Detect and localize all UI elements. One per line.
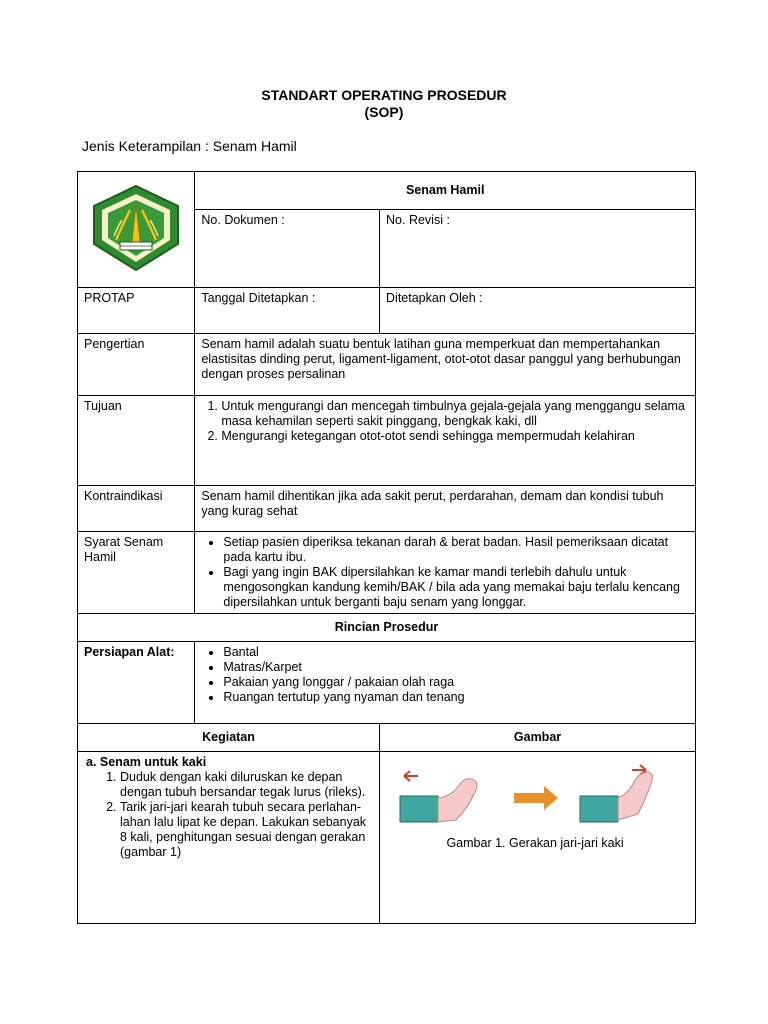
rincian-prosedur-heading: Rincian Prosedur bbox=[78, 614, 696, 642]
gambar-cell bbox=[380, 752, 696, 924]
list-item: • Bantal bbox=[223, 645, 689, 660]
syarat-label: Syarat Senam Hamil bbox=[78, 532, 195, 614]
list-item: • Bagi yang ingin BAK dipersilahkan ke kamar mandi terlebih dahulu untuk mengosongkan kandung kemih/BAK / bila ada yang memakai baju terlalu kencang dipersilahkan untuk berganti baju senam yang longgar. bbox=[223, 565, 689, 610]
kontraindikasi-text: Senam hamil dihentikan jika ada sakit perut, perdarahan, demam dan kondisi tubuh yang kurag sehat bbox=[195, 486, 696, 532]
persiapan-label: Persiapan Alat: bbox=[78, 642, 195, 724]
protap-label: PROTAP bbox=[78, 288, 195, 334]
senam-kaki-cell bbox=[78, 752, 380, 924]
tujuan-label: Tujuan bbox=[78, 396, 195, 486]
jenis-keterampilan: Jenis Keterampilan : Senam Hamil bbox=[82, 138, 297, 154]
list-item: 1. Untuk mengurangi dan mencegah timbulnya gejala-gejala yang menggangu selama masa kehamilan seperti sakit pinggang, bengkak kaki, dll bbox=[221, 399, 689, 429]
syarat-list bbox=[201, 535, 689, 610]
kontraindikasi-label: Kontraindikasi bbox=[78, 486, 195, 532]
gambar-header: Gambar bbox=[380, 724, 696, 752]
persiapan-list-cell bbox=[195, 642, 696, 724]
tujuan-list-cell bbox=[195, 396, 696, 486]
logo-cell bbox=[78, 172, 195, 288]
pengertian-label: Pengertian bbox=[78, 334, 195, 396]
pengertian-text: Senam hamil adalah suatu bentuk latihan guna memperkuat dan mempertahankan elastisitas dinding perut, ligament-ligament, otot-otot dasar panggul yang berhubungan dengan proses persalinan bbox=[195, 334, 696, 396]
no-dokumen: No. Dokumen : bbox=[195, 210, 380, 288]
list-item: • Setiap pasien diperiksa tekanan darah & berat badan. Hasil pemeriksaan dicatat pada kartu ibu. bbox=[223, 535, 689, 565]
kegiatan-header: Kegiatan bbox=[78, 724, 380, 752]
foot-exercise-illustration bbox=[380, 756, 690, 836]
syarat-list-cell bbox=[195, 532, 696, 614]
title-line-2: (SOP) bbox=[364, 104, 404, 120]
arrow-right-icon bbox=[514, 786, 558, 810]
tanggal-ditetapkan: Tanggal Ditetapkan : bbox=[195, 288, 380, 334]
header-name: Senam Hamil bbox=[195, 172, 696, 210]
no-revisi: No. Revisi : bbox=[380, 210, 696, 288]
list-item: • Matras/Karpet bbox=[223, 660, 689, 675]
sop-table bbox=[77, 171, 696, 924]
persiapan-list bbox=[201, 645, 689, 705]
list-item: • Pakaian yang longgar / pakaian olah raga bbox=[223, 675, 689, 690]
list-item: 1. Duduk dengan kaki diluruskan ke depan dengan tubuh bersandar tegak lurus (rileks). bbox=[120, 770, 373, 800]
document-title bbox=[0, 87, 768, 121]
senam-kaki-title: a. Senam untuk kaki bbox=[86, 755, 207, 769]
institution-logo bbox=[86, 182, 186, 274]
gambar-caption: Gambar 1. Gerakan jari-jari kaki bbox=[446, 836, 624, 850]
list-item: 2. Tarik jari-jari kearah tubuh secara perlahan-lahan lalu lipat ke depan. Lakukan sebanyak 8 kali, penghitungan sesuai dengan gerakan (gambar 1) bbox=[120, 800, 373, 860]
senam-kaki-steps bbox=[84, 770, 373, 860]
list-item: 2. Mengurangi ketegangan otot-otot sendi sehingga mempermudah kelahiran bbox=[221, 429, 689, 444]
foot-right-icon bbox=[580, 765, 652, 822]
tujuan-list bbox=[201, 399, 689, 444]
list-item: • Ruangan tertutup yang nyaman dan tenang bbox=[223, 690, 689, 705]
foot-left-icon bbox=[400, 771, 477, 822]
title-line-1: STANDART OPERATING PROSEDUR bbox=[261, 87, 507, 103]
ditetapkan-oleh: Ditetapkan Oleh : bbox=[380, 288, 696, 334]
